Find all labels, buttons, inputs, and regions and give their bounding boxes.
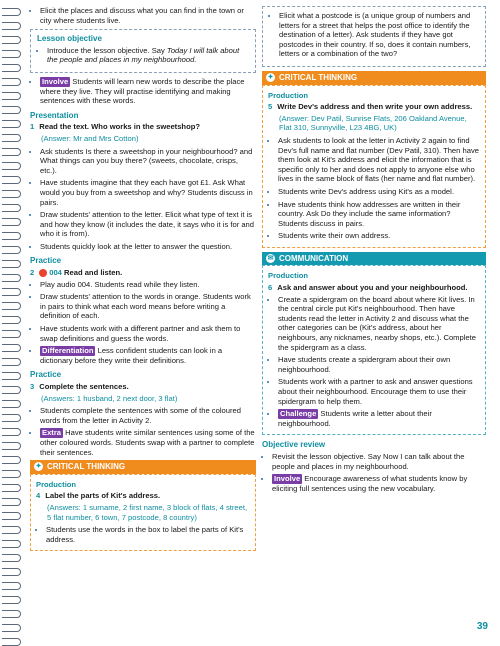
lightbulb-icon: ✦ (35, 463, 42, 471)
step-2: 2 004 Read and listen. (30, 268, 123, 278)
binding-loop (2, 78, 21, 86)
step-3-answer: (Answers: 1 husband, 2 next door, 3 flat) (41, 393, 178, 403)
speech-bubble-icon: ✉ (267, 255, 274, 263)
binding-loop (2, 638, 21, 646)
list-item: • Ask students Is there a sweetshop in your neighbourhood? and What things can you buy there? (sweets, chocolate, crisps, etc.). (40, 147, 256, 176)
binding-loop (2, 120, 21, 128)
binding-loop (2, 526, 21, 534)
binding-loop (2, 190, 21, 198)
binding-loop (2, 582, 21, 590)
binding-loop (2, 330, 21, 338)
list-item: • Students use the words in the box to label the parts of Kit's address. (46, 525, 250, 544)
step-3-list (30, 406, 256, 425)
list-item: • Draw students' attention to the words in orange. Students work in pairs to think what each word means before writing a definition of each. (40, 292, 256, 321)
involve-badge: Involve (42, 76, 69, 86)
list-item: • Ask students to look at the letter in Activity 2 again to find Dev's full name and flat number (Dev Patil, 310). Then have them look at Kit's address and elicit the information that is specific only to her and does not apply to anyone else who lives in the same block of flats (her name and flat number). (278, 136, 480, 184)
list-item: • Students quickly look at the letter to answer the question. (40, 242, 256, 252)
critical-thinking-panel-2: Production 5 Write Dev's address and then write your own address. (Answer: Dev Patil, Sunrise Flats, 206 Oakland Avenue, Flat 310, Sunnyville, L23 4BG, UK) • Ask students to look at the letter in Activity 2 again to find Dev's full name and flat number (Dev Patil, 310). Then have them look at Kit's address and elicit the information that is specific only to her and does not apply to anyone else who lives in the same block of flats (her name and flat number). • Students write Dev's address using Kit's as a model. • Have students think how addresses are written in their country. Ask Do they include the same information? Students discuss in pairs. • Students write their own address. (262, 85, 486, 248)
binding-loop (2, 512, 21, 520)
list-item: • Elicit what a postcode is (a unique group of numbers and letters for a street that helps the post office to identify the destination of a letter). Ask students if they have got postcodes in their country. If so, does it contain numbers, letters or a combination of the two? (279, 11, 479, 59)
practice-heading: Practice (30, 256, 62, 266)
list-item: • Have students work with a different partner and ask them to swap definitions and guess the words. (40, 324, 256, 343)
binding-loop (2, 288, 21, 296)
critical-thinking-banner-2: ✦ CRITICAL THINKING (262, 71, 486, 85)
binding-loop (2, 50, 21, 58)
list-item: • Students complete the sentences with some of the coloured words from the letter in Activity 2. (40, 406, 256, 425)
spiral-binding (0, 0, 24, 640)
challenge-item: • Challenge Students write a letter about their neighbourhood. (278, 409, 480, 428)
presentation-heading: Presentation (30, 110, 79, 120)
lightbulb-icon: ✦ (267, 74, 274, 82)
binding-loop (2, 218, 21, 226)
list-item: • Revisit the lesson objective. Say Now I can talk about the people and places in my neighbourhood. (272, 452, 486, 471)
intro-list (30, 6, 256, 25)
extra-item: • Extra Have students write similar sentences using some of the other coloured words. Students swap with a partner to complete their sentences. (40, 428, 256, 457)
list-item: • Have students think how addresses are written in their country. Ask Do they include the same information? Students discuss in pairs. (278, 200, 480, 229)
objective-review-heading: Objective review (262, 440, 326, 450)
list-item: • Play audio 004. Students read while they listen. (40, 280, 256, 290)
binding-loop (2, 400, 21, 408)
step-4: 4 Label the parts of Kit's address. (36, 491, 161, 501)
step-1: 1 Read the text. Who works in the sweetshop? (30, 122, 200, 132)
binding-loop (2, 106, 21, 114)
binding-loop (2, 498, 21, 506)
binding-loop (2, 176, 21, 184)
binding-loop (2, 540, 21, 548)
audio-icon[interactable] (39, 269, 47, 277)
binding-loop (2, 610, 21, 618)
binding-loop (2, 386, 21, 394)
binding-loop (2, 246, 21, 254)
step-5-answer: (Answer: Dev Patil, Sunrise Flats, 206 Oakland Avenue, Flat 310, Sunnyville, L23 4BG, UK) (279, 113, 467, 133)
binding-loop (2, 484, 21, 492)
binding-loop (2, 260, 21, 268)
differentiation-badge: Differentiation (42, 346, 94, 356)
step-6-list (268, 295, 480, 407)
lesson-objective-title: Lesson objective (37, 34, 102, 44)
list-item: • Students work with a partner to ask and answer questions about their neighbourhood. Encourage them to use their spidergram to help them. (278, 377, 480, 406)
step-4-list (36, 525, 250, 544)
binding-loop (2, 358, 21, 366)
binding-loop (2, 470, 21, 478)
binding-loop (2, 414, 21, 422)
practice-heading-2: Practice (30, 370, 62, 380)
list-item: • Students write their own address. (278, 231, 480, 241)
involve-badge: Involve (274, 474, 301, 484)
binding-loop (2, 372, 21, 380)
list-item: • Have students create a spidergram about their own neighbourhood. (278, 355, 480, 374)
step-5-list (268, 136, 480, 241)
list-item: • Have students imagine that they each have got £1. Ask What would you buy from a sweetshop and why? Students discuss in pairs. (40, 178, 256, 207)
binding-loop (2, 456, 21, 464)
binding-loop (2, 64, 21, 72)
binding-loop (2, 148, 21, 156)
binding-loop (2, 568, 21, 576)
challenge-badge: Challenge (280, 409, 317, 419)
binding-loop (2, 302, 21, 310)
binding-loop (2, 428, 21, 436)
involve-item: • Involve Students will learn new words to describe the place where they live. They will practise identifying and making sentences with these words. (40, 77, 256, 106)
differentiation-item: • Differentiation Less confident students can look in a dictionary before they write their definitions. (40, 346, 256, 365)
left-column (30, 6, 256, 555)
page-number: 39 (476, 621, 488, 632)
binding-loop (2, 134, 21, 142)
communication-banner: ✉ COMMUNICATION (262, 252, 486, 266)
step-4-answer: (Answers: 1 surname, 2 first name, 3 block of flats, 4 street, 5 flat number, 6 town, 7 postcode, 8 country) (47, 502, 248, 522)
binding-loop (2, 316, 21, 324)
list-item: • Introduce the lesson objective. Say Today I will talk about the people and places in my neighbourhood. (47, 46, 249, 65)
binding-loop (2, 162, 21, 170)
binding-loop (2, 232, 21, 240)
binding-loop (2, 92, 21, 100)
step-5: 5 Write Dev's address and then write your own address. (268, 102, 473, 112)
step-2-list (30, 280, 256, 344)
step-1-list (30, 147, 256, 252)
binding-loop (2, 22, 21, 30)
involve-item: • Involve Encourage awareness of what students know by eliciting full sentences using the new vocabulary. (272, 474, 486, 493)
list-item: • Create a spidergram on the board about where Kit lives. In the central circle put Kit's neighbourhood. Then have students read the letter in Activity 2 and discuss what the other categories can be (Kit's address, about her neighbours, any nicknames, nearby shops, etc.). Complete the spidergram as a class. (278, 295, 480, 353)
list-item: • Draw students' attention to the letter. Elicit what type of text it is and how they know (it includes the date, it says who it is for and who it is from). (40, 210, 256, 239)
postcode-box (262, 6, 486, 67)
extra-badge: Extra (42, 428, 61, 438)
binding-loop (2, 344, 21, 352)
step-1-answer: (Answer: Mr and Mrs Cotton) (41, 133, 139, 143)
binding-loop (2, 8, 21, 16)
binding-loop (2, 554, 21, 562)
binding-loop (2, 442, 21, 450)
critical-thinking-banner: ✦ CRITICAL THINKING (30, 460, 256, 474)
step-3: 3 Complete the sentences. (30, 382, 129, 391)
list-item: • Students write Dev's address using Kit's as a model. (278, 187, 480, 197)
step-6: 6 Ask and answer about you and your neighbourhood. (268, 283, 468, 293)
binding-loop (2, 596, 21, 604)
binding-loop (2, 274, 21, 282)
list-item: • Elicit the places and discuss what you can find in the town or city where students live. (40, 6, 256, 25)
communication-panel: Production 6 Ask and answer about you and your neighbourhood. • Create a spidergram on the board about where Kit lives. In the central circle put Kit's neighbourhood. Then have students read the letter in Activity 2 and discuss what the other categories can be (Kit's address, about her neighbours, any nicknames, nearby shops, etc.). Complete the spidergram as a class. • Have students create a spidergram about their own neighbourhood. • Students work with a partner to ask and answer questions about their neighbourhood. Encourage them to use their spidergram to help them. • Challenge Students write a letter about their neighbourhood. (262, 265, 486, 435)
lesson-objective-box (30, 29, 256, 73)
binding-loop (2, 204, 21, 212)
binding-loop (2, 36, 21, 44)
critical-thinking-panel: Production 4 Label the parts of Kit's address. (Answers: 1 surname, 2 first name, 3 block of flats, 4 street, 5 flat number, 6 town, 7 postcode, 8 country) • Students use the words in the box to label the parts of Kit's address. (30, 474, 256, 552)
right-column (262, 6, 486, 496)
binding-loop (2, 624, 21, 632)
